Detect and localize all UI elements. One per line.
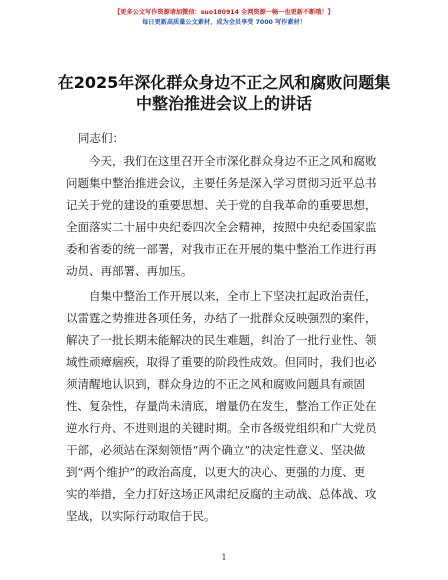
body-line: 记关于党的建设的重要思想、关于党的自我革命的重要思想，: [66, 198, 377, 212]
document-title-line-2: 中整治推进会议上的讲话: [135, 94, 312, 113]
body-line: 动员、再部署、再加压。: [66, 264, 193, 278]
greeting: 同志们：: [78, 131, 124, 145]
body-line: 问题集中整治推进会议，主要任务是深入学习贯彻习近平总书: [66, 176, 377, 190]
body-line: 委和省委的统一部署，对我市正在开展的集中整治工作进行再: [66, 242, 377, 256]
body-line: 自集中整治工作开展以来，全市上下坚决扛起政治责任，: [89, 289, 377, 303]
promo-banner-line-2: 每日更新高质量公文素材，成为会员享受 7000 写作素材！: [142, 19, 306, 26]
body-line: 全面落实二十届中央纪委四次全会精神，按照中央纪委国家监: [66, 220, 377, 234]
body-line: 解决了一批长期未能解决的民生难题，纠治了一批行业性、领: [66, 333, 377, 347]
body-line: 性、复杂性，存量尚未清底，增量仍在发生，整治工作正处在: [66, 399, 377, 413]
body-line: 须清醒地认识到，群众身边的不正之风和腐败问题具有顽固: [66, 377, 365, 391]
body-line: 坚战，以实际行动取信于民。: [66, 509, 216, 523]
document-title-line-1: 在2025年深化群众身边不正之风和腐败问题集: [57, 73, 391, 92]
body-line: 实的举措，全力打好这场正风肃纪反腐的主动战、总体战、攻: [66, 487, 377, 501]
body-line: 以雷霆之势推进各项任务，办结了一批群众反映强烈的案件，: [66, 311, 377, 325]
promo-banner-line-1: 【更多公文写作资源请加微信：suo180914 全网资源一畅一也更新不断哦！】: [114, 9, 334, 16]
body-line: 域性顽瘴痼疾，取得了重要的阶段性成效。但同时，我们也必: [66, 355, 377, 369]
body-line: 到“两个维护”的政治高度，以更大的决心、更强的力度、更: [66, 465, 366, 479]
page-number: 1: [221, 553, 227, 562]
body-line: 今天，我们在这里召开全市深化群众身边不正之风和腐败: [89, 154, 377, 168]
body-line: 干部，必须站在深刻领悟“两个确立”的决定性意义、坚决做: [66, 443, 366, 457]
body-line: 逆水行舟、不进则退的关键时期。全市各级党组织和广大党员: [66, 421, 377, 435]
